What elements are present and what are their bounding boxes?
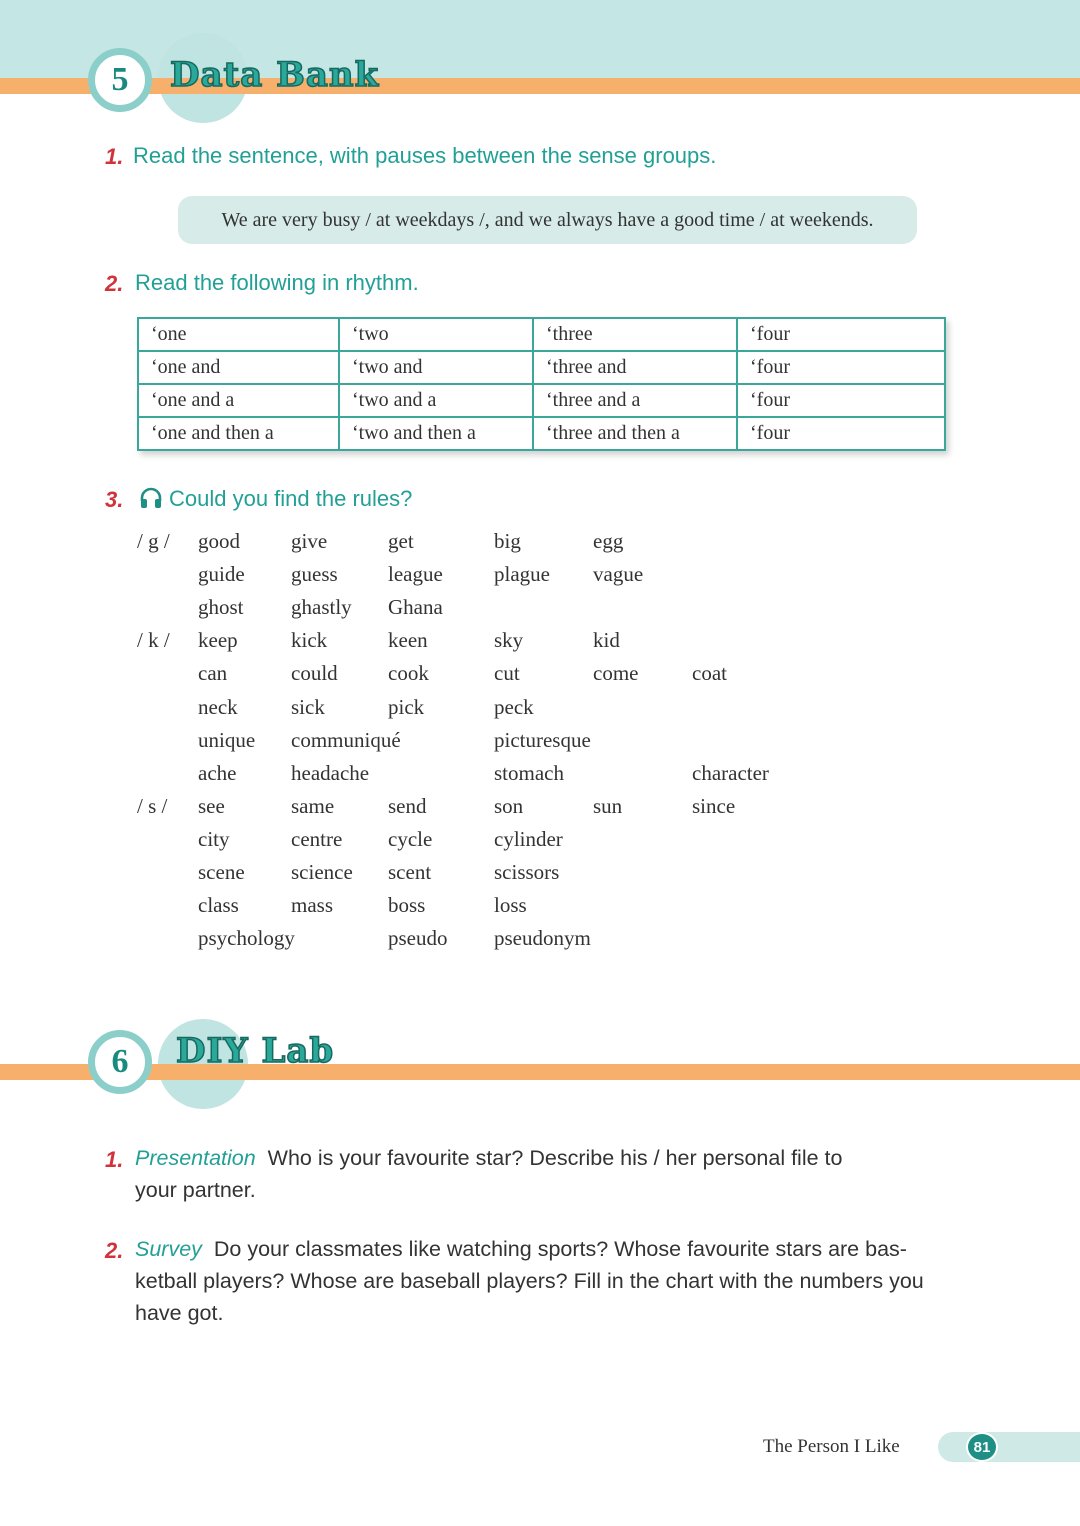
- headphones-icon[interactable]: [139, 486, 163, 510]
- word-item: mass: [291, 893, 333, 918]
- question-number: 3.: [105, 487, 124, 512]
- word-item: egg: [593, 529, 624, 553]
- word-item: sky: [494, 628, 524, 653]
- section-number-badge: 5: [88, 48, 152, 112]
- word-item: since: [692, 793, 736, 818]
- table-cell: ‘two: [339, 318, 533, 351]
- word-item: ache: [198, 760, 237, 785]
- word-item: give: [291, 529, 328, 553]
- word-item: picturesque: [494, 727, 591, 752]
- task-text: ketball players? Whose are baseball players? Fill in the chart with the numbers you: [135, 1269, 924, 1293]
- table-cell: ‘three and then a: [533, 417, 737, 450]
- word-item: keen: [388, 628, 428, 653]
- word-item: can: [198, 661, 228, 686]
- footer-unit-title: The Person I Like: [763, 1436, 900, 1457]
- question-instruction: Read the sentence, with pauses between the sense groups.: [133, 143, 717, 168]
- word-item: coat: [692, 661, 727, 686]
- word-item: character: [692, 760, 769, 785]
- section-title: Data Bank: [170, 55, 380, 95]
- word-item: scene: [198, 860, 245, 884]
- word-item: unique: [198, 727, 256, 752]
- table-cell: ‘three: [533, 318, 737, 351]
- task-survey: [135, 1233, 924, 1329]
- task-presentation: [135, 1142, 842, 1206]
- question-instruction: Read the following in rhythm.: [135, 270, 419, 295]
- word-item: Ghana: [388, 595, 443, 620]
- word-item: get: [388, 529, 414, 553]
- word-item: pseudonym: [494, 926, 591, 951]
- table-row: [138, 417, 945, 450]
- word-item: stomach: [494, 760, 564, 785]
- phoneme-label: / s /: [137, 793, 168, 818]
- task-keyword: Presentation: [135, 1146, 256, 1170]
- word-item: guess: [291, 562, 338, 587]
- word-item: science: [291, 860, 353, 884]
- word-item: peck: [494, 694, 534, 719]
- table-cell: ‘one and a: [138, 384, 339, 417]
- task-keyword: Survey: [135, 1237, 202, 1261]
- table-cell: ‘four: [737, 417, 945, 450]
- word-item: cycle: [388, 826, 433, 851]
- sentence-box: We are very busy / at weekdays /, and we always have a good time / at weekends.: [178, 196, 917, 244]
- table-cell: ‘four: [737, 318, 945, 351]
- word-item: kick: [291, 628, 328, 653]
- word-item: ghost: [198, 595, 244, 620]
- phoneme-label: / g /: [137, 529, 170, 553]
- word-item: kid: [593, 628, 620, 653]
- word-item: vague: [593, 562, 644, 587]
- word-item: psychology: [198, 926, 295, 951]
- word-item: plague: [494, 562, 550, 587]
- word-item: good: [198, 529, 240, 553]
- question-number: 1.: [105, 144, 124, 169]
- word-item: sun: [593, 793, 623, 818]
- word-item: send: [388, 793, 427, 818]
- word-item: big: [494, 529, 521, 553]
- word-item: cook: [388, 661, 429, 686]
- word-item: cut: [494, 661, 520, 686]
- word-item: come: [593, 661, 639, 686]
- word-item: same: [291, 793, 335, 818]
- word-item: guide: [198, 562, 245, 587]
- table-cell: ‘four: [737, 351, 945, 384]
- section-header-bar: [0, 78, 1080, 94]
- word-item: cylinder: [494, 826, 563, 851]
- table-cell: ‘two and then a: [339, 417, 533, 450]
- word-item: see: [198, 793, 225, 818]
- word-item: centre: [291, 826, 343, 851]
- table-cell: ‘two and: [339, 351, 533, 384]
- word-item: pick: [388, 694, 425, 719]
- word-item: city: [198, 826, 230, 851]
- section-title: DIY Lab: [176, 1031, 335, 1071]
- table-cell: ‘four: [737, 384, 945, 417]
- phoneme-label: / k /: [137, 628, 170, 653]
- word-item: pseudo: [388, 926, 448, 951]
- word-item: headache: [291, 760, 370, 785]
- question-number: 2.: [105, 271, 124, 296]
- question-number: 2.: [105, 1238, 124, 1263]
- task-text: have got.: [135, 1301, 224, 1325]
- word-item: boss: [388, 893, 426, 918]
- table-cell: ‘three and: [533, 351, 737, 384]
- table-cell: ‘one and then a: [138, 417, 339, 450]
- word-item: ghastly: [291, 595, 352, 620]
- word-item: class: [198, 893, 239, 918]
- table-cell: ‘two and a: [339, 384, 533, 417]
- table-row: [138, 384, 945, 417]
- page-number: 81: [966, 1432, 998, 1462]
- section-header-bar: [0, 1064, 1080, 1080]
- table-row: [138, 351, 945, 384]
- table-cell: ‘three and a: [533, 384, 737, 417]
- question-instruction: Could you find the rules?: [169, 486, 413, 511]
- rhythm-table: [137, 317, 946, 451]
- footer-pill: [938, 1432, 1080, 1462]
- section-number-badge: 6: [88, 1030, 152, 1094]
- word-item: league: [388, 562, 443, 587]
- word-item: keep: [198, 628, 238, 653]
- word-item: sick: [291, 694, 325, 719]
- word-item: son: [494, 793, 524, 818]
- word-item: scent: [388, 860, 432, 884]
- task-text: Do your classmates like watching sports? Whose favourite stars are bas-: [213, 1237, 907, 1261]
- word-item: communiqué: [291, 727, 401, 752]
- word-item: could: [291, 661, 338, 686]
- word-item: loss: [494, 893, 527, 918]
- task-text: Who is your favourite star? Describe his / her personal file to: [267, 1146, 843, 1170]
- table-row: [138, 318, 945, 351]
- table-cell: ‘one: [138, 318, 339, 351]
- table-cell: ‘one and: [138, 351, 339, 384]
- word-item: neck: [198, 694, 238, 719]
- task-text: your partner.: [135, 1178, 256, 1202]
- word-item: scissors: [494, 860, 560, 884]
- question-number: 1.: [105, 1147, 124, 1172]
